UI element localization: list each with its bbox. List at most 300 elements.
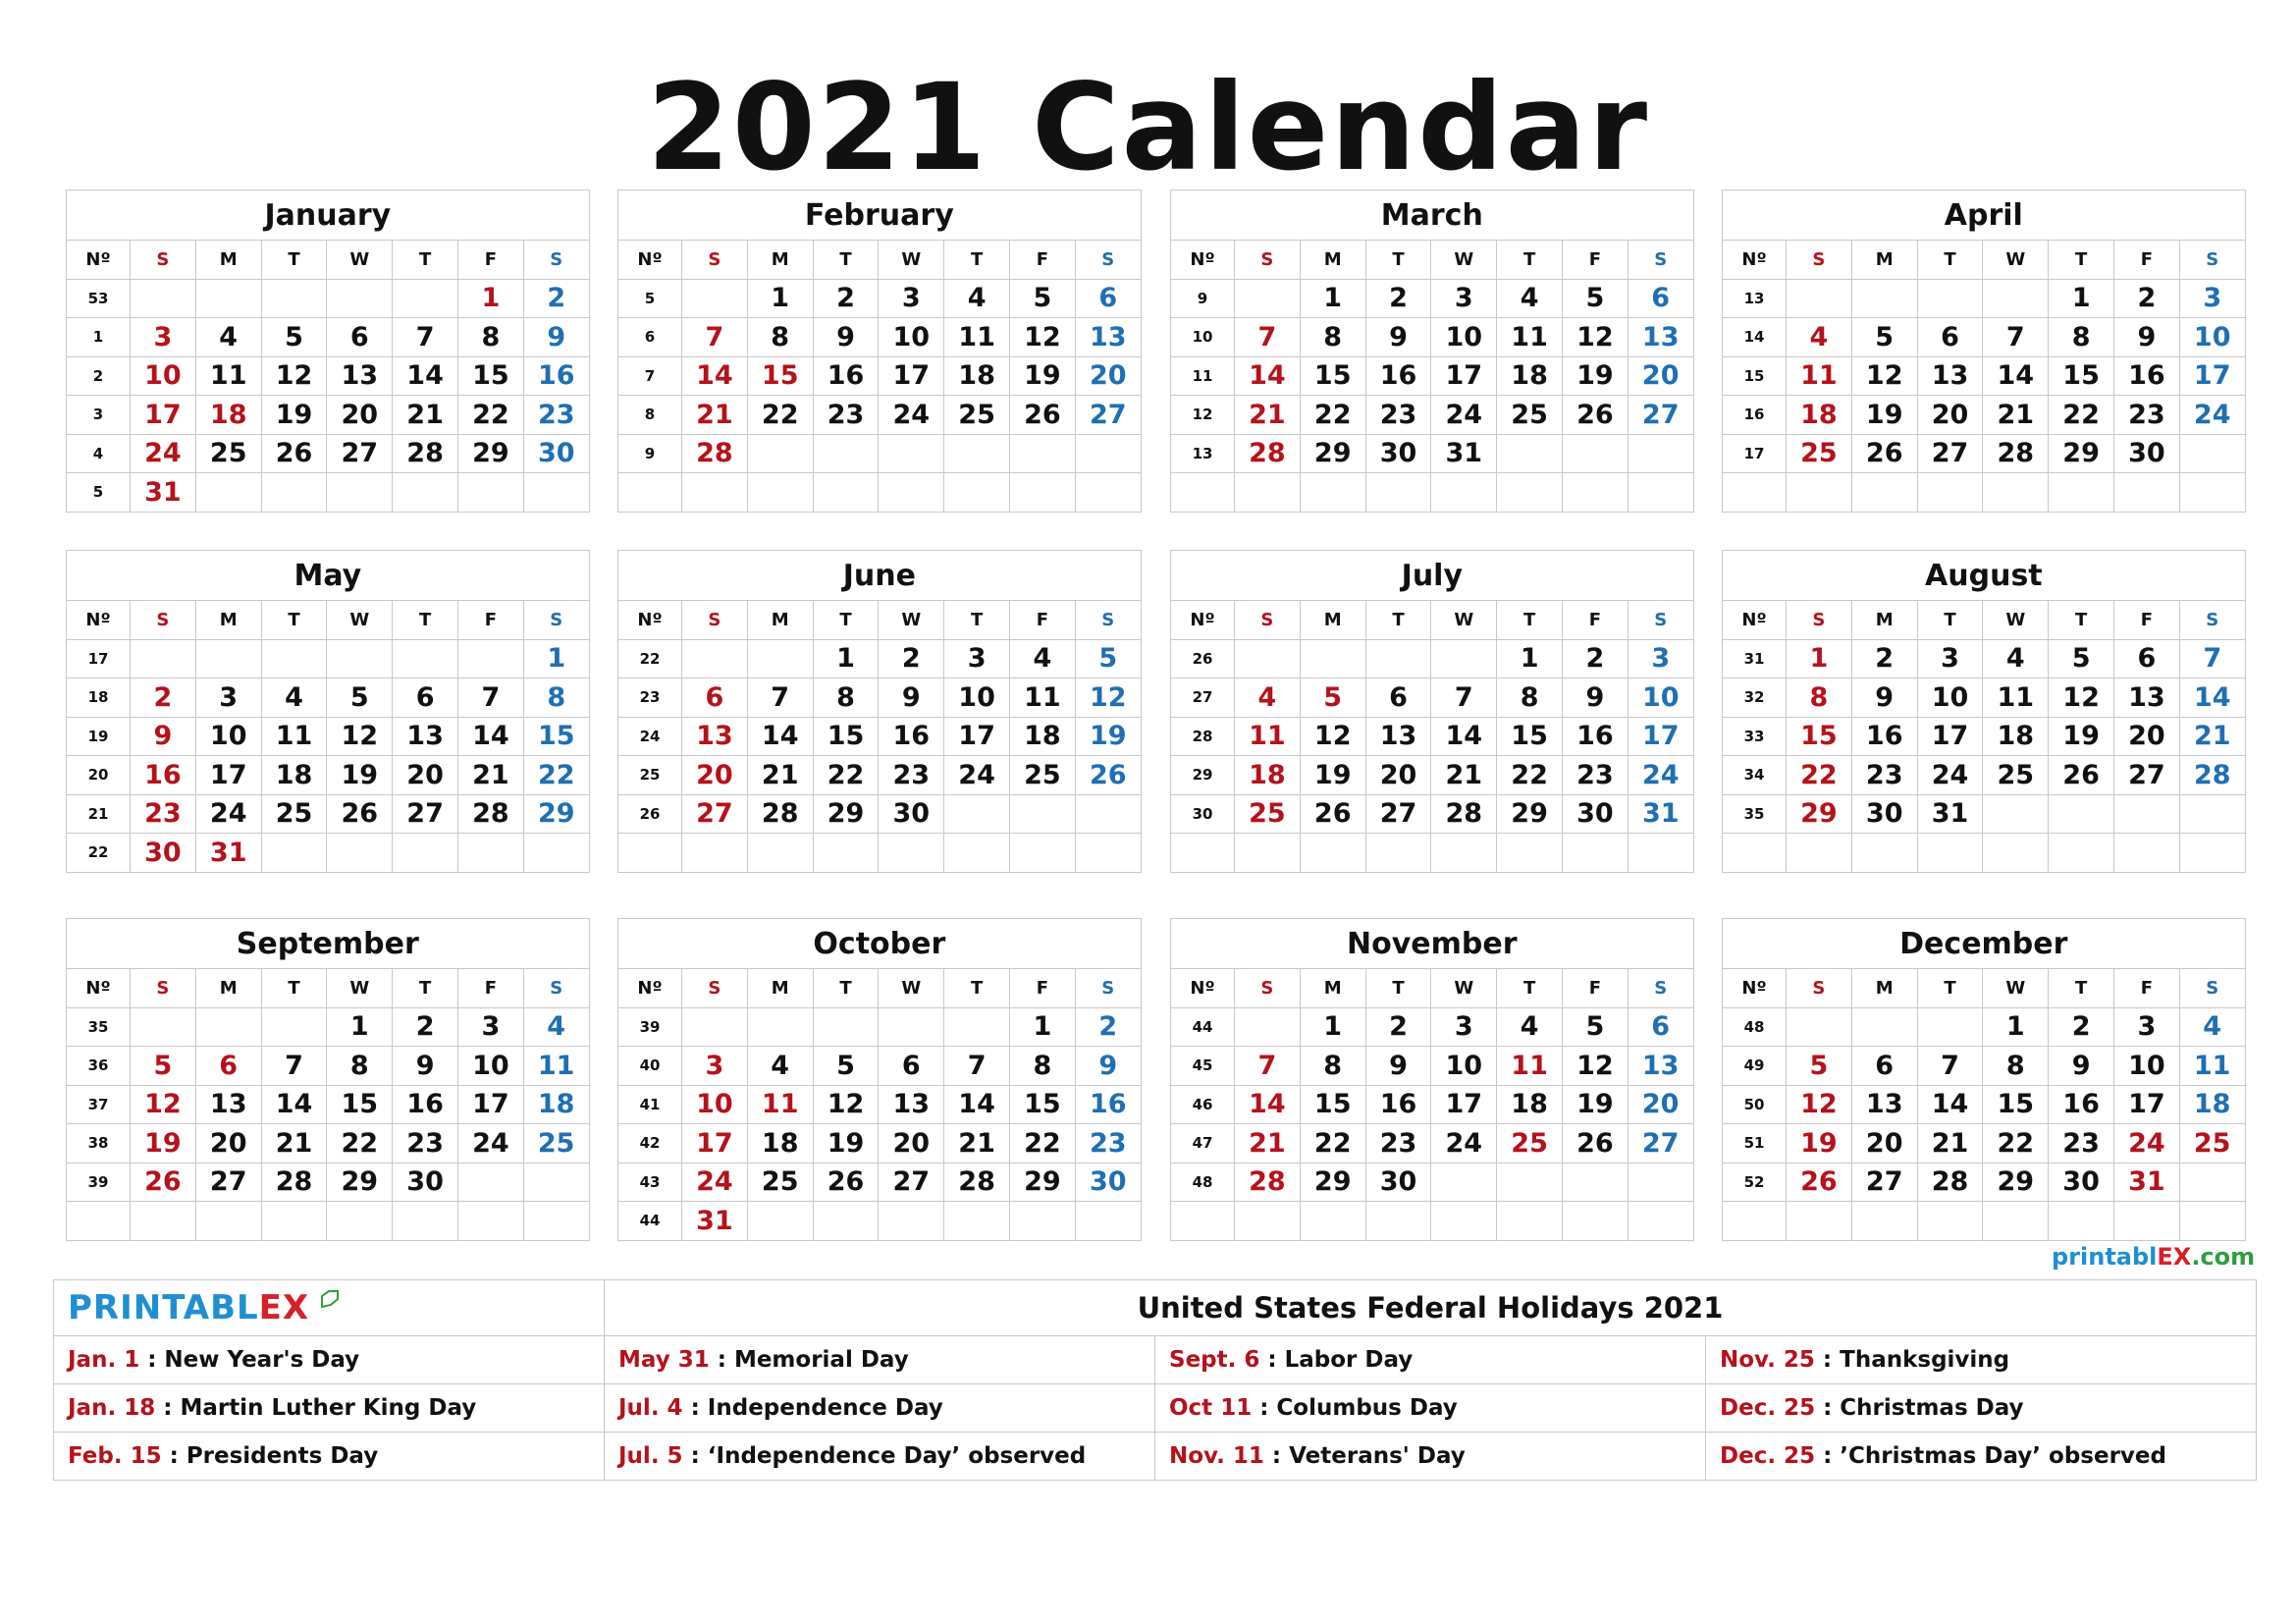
day-cell: 7 — [393, 318, 458, 357]
day-cell: 20 — [1075, 356, 1141, 396]
day-cell: 26 — [813, 1163, 879, 1202]
week-number: 9 — [618, 434, 682, 473]
day-cell: 31 — [1628, 794, 1693, 834]
week-number-header: Nº — [618, 601, 682, 640]
day-cell: 19 — [1300, 756, 1365, 795]
holiday-separator: : — [1252, 1395, 1277, 1421]
day-cell — [944, 473, 1010, 513]
day-cell: 6 — [879, 1047, 944, 1086]
week-number: 3 — [67, 396, 131, 435]
day-cell: 9 — [1365, 318, 1431, 357]
day-cell: 14 — [261, 1085, 327, 1124]
day-cell: 23 — [879, 756, 944, 795]
weekday-header: T — [261, 601, 327, 640]
month-name: January — [67, 190, 590, 241]
day-cell: 2 — [1365, 279, 1431, 318]
month-august — [1722, 550, 2245, 873]
day-cell: 26 — [1562, 396, 1628, 435]
day-cell: 17 — [879, 356, 944, 396]
weekday-header: W — [327, 241, 393, 280]
week-number: 4 — [67, 434, 131, 473]
holiday-date: May 31 — [618, 1347, 710, 1373]
day-cell: 30 — [1851, 794, 1917, 834]
holiday-date: Oct 11 — [1169, 1395, 1253, 1421]
day-cell: 9 — [1562, 678, 1628, 718]
day-cell: 6 — [1075, 279, 1141, 318]
day-cell: 2 — [1851, 639, 1917, 678]
day-cell: 23 — [393, 1124, 458, 1164]
weekday-header: S — [523, 969, 589, 1008]
week-number: 51 — [1723, 1124, 1787, 1164]
day-cell — [879, 834, 944, 873]
holiday-name: Independence Day — [707, 1395, 943, 1421]
day-cell: 13 — [879, 1085, 944, 1124]
day-cell — [195, 279, 261, 318]
day-cell: 4 — [747, 1047, 813, 1086]
weekday-header: F — [2113, 969, 2179, 1008]
week-number — [1723, 1202, 1787, 1241]
day-cell: 11 — [747, 1085, 813, 1124]
week-number: 2 — [67, 356, 131, 396]
day-cell: 28 — [1917, 1163, 1983, 1202]
day-cell: 13 — [1851, 1085, 1917, 1124]
day-cell: 10 — [1917, 678, 1983, 718]
weekday-header: F — [1009, 969, 1075, 1008]
day-cell: 18 — [1787, 396, 1852, 435]
day-cell — [1983, 473, 2049, 513]
day-cell: 22 — [747, 396, 813, 435]
day-cell: 7 — [747, 678, 813, 718]
weekday-header: T — [813, 601, 879, 640]
day-cell: 6 — [682, 678, 748, 718]
day-cell: 25 — [1009, 756, 1075, 795]
day-cell — [1431, 1163, 1497, 1202]
week-number — [1171, 473, 1235, 513]
day-cell — [131, 1202, 196, 1241]
day-cell: 4 — [261, 678, 327, 718]
week-number: 5 — [618, 279, 682, 318]
day-cell: 8 — [1300, 1047, 1365, 1086]
day-cell: 17 — [1917, 717, 1983, 756]
weekday-header: M — [747, 969, 813, 1008]
day-cell: 20 — [393, 756, 458, 795]
holiday-date: Jul. 4 — [618, 1395, 683, 1421]
day-cell: 27 — [393, 794, 458, 834]
day-cell: 17 — [131, 396, 196, 435]
day-cell: 9 — [879, 678, 944, 718]
week-number — [618, 834, 682, 873]
week-number: 13 — [1723, 279, 1787, 318]
day-cell: 9 — [1851, 678, 1917, 718]
day-cell: 3 — [1628, 639, 1693, 678]
day-cell: 19 — [1075, 717, 1141, 756]
day-cell — [1497, 434, 1563, 473]
day-cell: 24 — [2113, 1124, 2179, 1164]
day-cell: 4 — [1983, 639, 2049, 678]
day-cell: 25 — [1235, 794, 1301, 834]
day-cell: 10 — [944, 678, 1010, 718]
day-cell — [261, 1007, 327, 1047]
day-cell: 4 — [1497, 1007, 1563, 1047]
holiday-date: Feb. 15 — [68, 1443, 162, 1469]
day-cell — [2113, 834, 2179, 873]
week-number-header: Nº — [67, 601, 131, 640]
day-cell: 18 — [2179, 1085, 2245, 1124]
page-title: 2021 Calendar — [646, 58, 1650, 197]
week-number-header: Nº — [1723, 601, 1787, 640]
day-cell: 29 — [2049, 434, 2114, 473]
week-number-header: Nº — [618, 969, 682, 1008]
holiday-separator: : — [139, 1347, 165, 1373]
day-cell: 21 — [1983, 396, 2049, 435]
weekday-header: T — [1917, 241, 1983, 280]
day-cell: 14 — [747, 717, 813, 756]
week-number: 22 — [67, 834, 131, 873]
day-cell: 29 — [457, 434, 523, 473]
day-cell: 4 — [195, 318, 261, 357]
day-cell: 15 — [1787, 717, 1852, 756]
week-number: 44 — [1171, 1007, 1235, 1047]
day-cell: 29 — [523, 794, 589, 834]
day-cell — [327, 473, 393, 513]
weekday-header: S — [1628, 969, 1693, 1008]
day-cell: 5 — [813, 1047, 879, 1086]
day-cell — [1497, 1163, 1563, 1202]
weekday-header: S — [1075, 241, 1141, 280]
day-cell — [1365, 473, 1431, 513]
day-cell: 24 — [2179, 396, 2245, 435]
day-cell: 19 — [2049, 717, 2114, 756]
month-table — [617, 550, 1142, 873]
day-cell — [393, 279, 458, 318]
weekday-header: S — [2179, 969, 2245, 1008]
day-cell: 27 — [1917, 434, 1983, 473]
month-name: November — [1171, 919, 1694, 969]
month-november — [1170, 918, 1693, 1241]
weekday-header: M — [1300, 241, 1365, 280]
week-number: 22 — [618, 639, 682, 678]
weekday-header: T — [393, 601, 458, 640]
day-cell: 17 — [1431, 356, 1497, 396]
holidays-title: United States Federal Holidays 2021 — [605, 1280, 2257, 1336]
day-cell: 21 — [1431, 756, 1497, 795]
day-cell — [1235, 1007, 1301, 1047]
weekday-header: T — [2049, 969, 2114, 1008]
week-number: 49 — [1723, 1047, 1787, 1086]
day-cell: 6 — [1365, 678, 1431, 718]
holidays-panel — [53, 1279, 2257, 1481]
day-cell: 11 — [1497, 1047, 1563, 1086]
day-cell: 15 — [1983, 1085, 2049, 1124]
day-cell: 23 — [131, 794, 196, 834]
day-cell: 28 — [261, 1163, 327, 1202]
week-number: 31 — [1723, 639, 1787, 678]
day-cell — [261, 473, 327, 513]
day-cell: 14 — [1917, 1085, 1983, 1124]
day-cell: 7 — [1917, 1047, 1983, 1086]
brand-url[interactable] — [2052, 1243, 2256, 1271]
day-cell: 6 — [1917, 318, 1983, 357]
week-number: 32 — [1723, 678, 1787, 718]
day-cell: 21 — [944, 1124, 1010, 1164]
week-number: 36 — [67, 1047, 131, 1086]
day-cell — [944, 834, 1010, 873]
day-cell: 11 — [523, 1047, 589, 1086]
week-number-header: Nº — [1171, 241, 1235, 280]
day-cell — [2049, 834, 2114, 873]
day-cell: 1 — [747, 279, 813, 318]
day-cell — [879, 473, 944, 513]
day-cell: 1 — [1983, 1007, 2049, 1047]
holiday-date: Dec. 25 — [1720, 1395, 1816, 1421]
day-cell: 29 — [813, 794, 879, 834]
holiday-separator: : — [682, 1395, 708, 1421]
day-cell — [327, 834, 393, 873]
day-cell: 1 — [523, 639, 589, 678]
week-number — [1723, 834, 1787, 873]
day-cell: 8 — [1300, 318, 1365, 357]
day-cell: 1 — [813, 639, 879, 678]
day-cell: 19 — [1009, 356, 1075, 396]
day-cell: 17 — [944, 717, 1010, 756]
day-cell: 23 — [523, 396, 589, 435]
weekday-header: S — [2179, 241, 2245, 280]
weekday-header: W — [1431, 969, 1497, 1008]
day-cell — [195, 1202, 261, 1241]
day-cell: 16 — [1075, 1085, 1141, 1124]
weekday-header: M — [1851, 969, 1917, 1008]
day-cell — [1562, 834, 1628, 873]
day-cell: 18 — [1009, 717, 1075, 756]
week-number-header: Nº — [1171, 969, 1235, 1008]
weekday-header: S — [131, 601, 196, 640]
weekday-header: W — [879, 241, 944, 280]
weekday-header: S — [682, 969, 748, 1008]
month-table — [66, 550, 590, 873]
day-cell — [457, 1202, 523, 1241]
weekday-header: S — [1628, 241, 1693, 280]
month-table — [617, 189, 1142, 513]
month-name: August — [1723, 551, 2246, 601]
day-cell: 3 — [2113, 1007, 2179, 1047]
day-cell: 1 — [1787, 639, 1852, 678]
holiday-separator: : — [709, 1347, 734, 1373]
day-cell: 15 — [1300, 356, 1365, 396]
day-cell: 14 — [1983, 356, 2049, 396]
weekday-header: T — [1497, 969, 1563, 1008]
day-cell — [747, 434, 813, 473]
day-cell — [747, 639, 813, 678]
holiday-entry — [1706, 1433, 2257, 1481]
day-cell — [195, 473, 261, 513]
day-cell: 11 — [944, 318, 1010, 357]
week-number: 53 — [67, 279, 131, 318]
day-cell: 14 — [1431, 717, 1497, 756]
day-cell — [2179, 1202, 2245, 1241]
month-april — [1722, 189, 2245, 513]
day-cell: 2 — [813, 279, 879, 318]
day-cell: 12 — [1009, 318, 1075, 357]
holiday-entry — [1155, 1384, 1706, 1433]
day-cell — [1497, 834, 1563, 873]
day-cell: 26 — [327, 794, 393, 834]
weekday-header: S — [682, 601, 748, 640]
day-cell: 15 — [2049, 356, 2114, 396]
day-cell: 30 — [1562, 794, 1628, 834]
week-number: 34 — [1723, 756, 1787, 795]
day-cell — [1628, 1202, 1693, 1241]
day-cell — [747, 1202, 813, 1241]
day-cell: 19 — [1787, 1124, 1852, 1164]
day-cell — [457, 473, 523, 513]
week-number: 41 — [618, 1085, 682, 1124]
weekday-header: M — [195, 241, 261, 280]
day-cell — [1075, 434, 1141, 473]
day-cell — [2179, 473, 2245, 513]
holiday-date: Sept. 6 — [1169, 1347, 1260, 1373]
month-name: April — [1723, 190, 2246, 241]
week-number-header: Nº — [1171, 601, 1235, 640]
day-cell: 28 — [1983, 434, 2049, 473]
day-cell: 27 — [195, 1163, 261, 1202]
day-cell — [131, 279, 196, 318]
day-cell — [2113, 1202, 2179, 1241]
day-cell: 9 — [131, 717, 196, 756]
day-cell: 24 — [1431, 396, 1497, 435]
day-cell: 12 — [1300, 717, 1365, 756]
weekday-header: S — [1235, 241, 1301, 280]
holiday-entry — [54, 1433, 605, 1481]
day-cell: 26 — [131, 1163, 196, 1202]
day-cell: 22 — [523, 756, 589, 795]
day-cell: 12 — [1851, 356, 1917, 396]
day-cell — [2113, 473, 2179, 513]
month-january — [66, 189, 589, 513]
day-cell: 28 — [1431, 794, 1497, 834]
weekday-header: S — [1628, 601, 1693, 640]
day-cell — [457, 834, 523, 873]
day-cell — [1917, 834, 1983, 873]
day-cell: 16 — [131, 756, 196, 795]
day-cell — [1300, 834, 1365, 873]
day-cell: 18 — [747, 1124, 813, 1164]
day-cell: 28 — [393, 434, 458, 473]
weekday-header: F — [2113, 241, 2179, 280]
day-cell — [813, 434, 879, 473]
weekday-header: W — [327, 969, 393, 1008]
day-cell: 20 — [1851, 1124, 1917, 1164]
day-cell — [1917, 1007, 1983, 1047]
day-cell — [1300, 639, 1365, 678]
day-cell: 20 — [1917, 396, 1983, 435]
week-number: 27 — [1171, 678, 1235, 718]
day-cell: 23 — [1365, 396, 1431, 435]
day-cell — [1983, 834, 2049, 873]
holiday-entry — [1155, 1336, 1706, 1384]
day-cell: 21 — [747, 756, 813, 795]
day-cell: 1 — [1300, 279, 1365, 318]
day-cell: 28 — [1235, 1163, 1301, 1202]
day-cell: 4 — [1009, 639, 1075, 678]
week-number: 20 — [67, 756, 131, 795]
day-cell — [1562, 1163, 1628, 1202]
day-cell: 16 — [393, 1085, 458, 1124]
weekday-header: T — [1497, 601, 1563, 640]
day-cell: 8 — [1497, 678, 1563, 718]
day-cell — [1431, 473, 1497, 513]
day-cell — [523, 1202, 589, 1241]
day-cell: 18 — [1497, 1085, 1563, 1124]
day-cell — [1851, 834, 1917, 873]
day-cell: 21 — [261, 1124, 327, 1164]
week-number: 26 — [1171, 639, 1235, 678]
day-cell: 5 — [2049, 639, 2114, 678]
day-cell: 17 — [682, 1124, 748, 1164]
day-cell — [131, 1007, 196, 1047]
day-cell — [457, 639, 523, 678]
day-cell: 7 — [261, 1047, 327, 1086]
day-cell: 22 — [457, 396, 523, 435]
day-cell: 5 — [1009, 279, 1075, 318]
day-cell: 13 — [1365, 717, 1431, 756]
holiday-entry — [605, 1336, 1155, 1384]
day-cell: 16 — [2113, 356, 2179, 396]
week-number-header: Nº — [67, 969, 131, 1008]
weekday-header: S — [523, 601, 589, 640]
week-number: 46 — [1171, 1085, 1235, 1124]
day-cell: 20 — [2113, 717, 2179, 756]
weekday-header: S — [1235, 601, 1301, 640]
week-number: 42 — [618, 1124, 682, 1164]
day-cell: 17 — [2113, 1085, 2179, 1124]
week-number: 6 — [618, 318, 682, 357]
week-number: 38 — [67, 1124, 131, 1164]
day-cell — [1917, 473, 1983, 513]
day-cell: 2 — [1365, 1007, 1431, 1047]
day-cell: 4 — [523, 1007, 589, 1047]
week-number: 21 — [67, 794, 131, 834]
day-cell: 13 — [327, 356, 393, 396]
day-cell: 5 — [1300, 678, 1365, 718]
day-cell: 12 — [327, 717, 393, 756]
week-number: 10 — [1171, 318, 1235, 357]
day-cell — [879, 434, 944, 473]
day-cell: 19 — [1851, 396, 1917, 435]
day-cell: 26 — [261, 434, 327, 473]
day-cell: 18 — [1235, 756, 1301, 795]
day-cell: 4 — [1497, 279, 1563, 318]
day-cell: 13 — [682, 717, 748, 756]
day-cell: 29 — [1983, 1163, 2049, 1202]
day-cell: 23 — [1851, 756, 1917, 795]
weekday-header: F — [1009, 241, 1075, 280]
day-cell — [1562, 1202, 1628, 1241]
day-cell: 24 — [879, 396, 944, 435]
day-cell — [944, 434, 1010, 473]
day-cell: 15 — [327, 1085, 393, 1124]
day-cell — [1235, 473, 1301, 513]
day-cell: 9 — [2113, 318, 2179, 357]
weekday-header: T — [1365, 241, 1431, 280]
day-cell: 12 — [261, 356, 327, 396]
day-cell: 26 — [1787, 1163, 1852, 1202]
day-cell: 24 — [131, 434, 196, 473]
month-name: March — [1171, 190, 1694, 241]
day-cell: 23 — [1365, 1124, 1431, 1164]
brand-url-part: .com — [2191, 1243, 2256, 1271]
week-number: 23 — [618, 678, 682, 718]
week-number: 7 — [618, 356, 682, 396]
